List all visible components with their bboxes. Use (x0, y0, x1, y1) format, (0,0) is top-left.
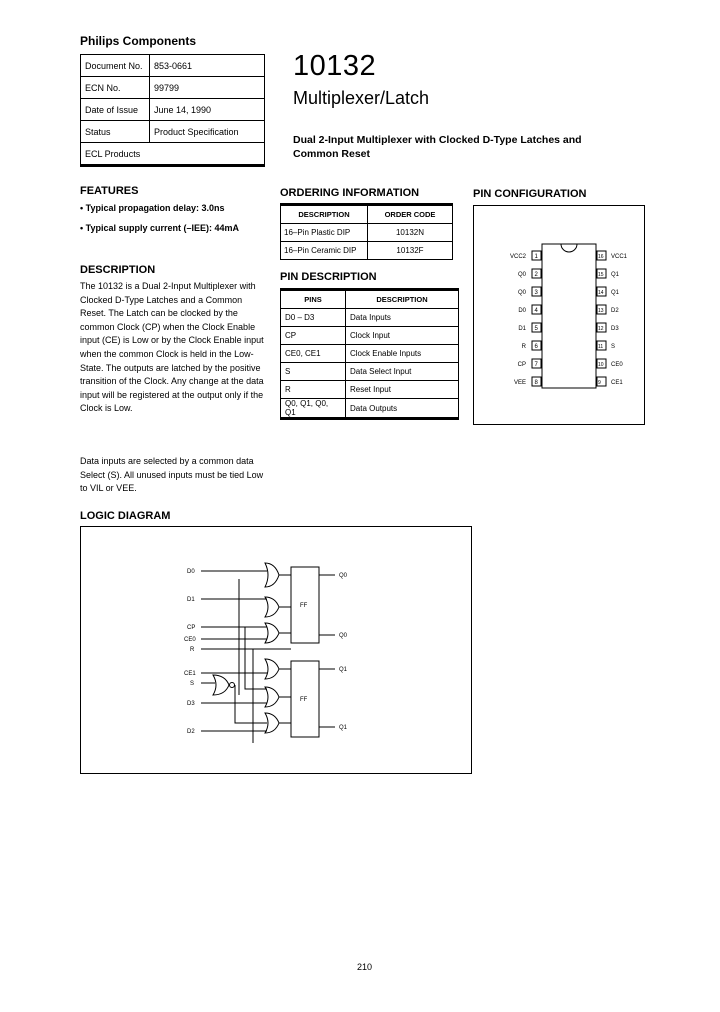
feature-item: • Typical supply current (–IEE): 44mA (80, 223, 240, 233)
table-row: 16–Pin Ceramic DIP 10132F (281, 242, 453, 260)
pin-name-right: CE0 (611, 362, 623, 368)
pin-number-right: 13 (598, 308, 604, 314)
description-heading: DESCRIPTION (80, 264, 156, 276)
pin-number-left: 1 (534, 254, 538, 260)
pin-name-left: CP (517, 362, 526, 368)
pin-name-left: D0 (518, 308, 526, 314)
ff-label-upper: FF (300, 603, 308, 609)
pin-name-right: D2 (611, 308, 619, 314)
table-row: CE0, CE1 Clock Enable Inputs (281, 345, 459, 363)
output-label: Q1 (339, 725, 348, 731)
table-row: CP Clock Input (281, 327, 459, 345)
page-number: 210 (357, 962, 373, 972)
pin-number-left: 6 (534, 344, 538, 350)
input-label: CE1 (184, 671, 196, 677)
pin-number-right: 15 (598, 272, 604, 278)
or-gate-1 (265, 563, 279, 587)
company-name: Philips Components (80, 34, 197, 48)
pin-number-left: 3 (534, 290, 538, 296)
pin-description-heading: PIN DESCRIPTION (280, 271, 377, 283)
pin-name-right: Q1 (611, 272, 620, 278)
pin-name-left: Q0 (517, 290, 526, 296)
table-row: Date of Issue June 14, 1990 (81, 99, 265, 121)
ordering-table (280, 203, 453, 260)
table-row: S Data Select Input (281, 363, 459, 381)
part-number: 10132 (293, 50, 377, 82)
input-label: D3 (187, 701, 195, 707)
input-label: CE0 (184, 637, 196, 643)
part-subtitle: Multiplexer/Latch (293, 88, 430, 108)
pin-name-left: VCC2 (509, 254, 526, 260)
pin-number-left: 2 (534, 272, 538, 278)
select-gate (213, 675, 229, 695)
input-label: D0 (187, 569, 195, 575)
pin-description-table (280, 288, 459, 420)
pin-number-right: 9 (598, 380, 601, 386)
output-label: Q0 (339, 573, 348, 579)
pin-number-left: 8 (534, 380, 538, 386)
table-row: Q0, Q1, Q0, Q1 Data Outputs (281, 399, 459, 419)
pin-number-left: 5 (534, 326, 538, 332)
ic-body (542, 244, 596, 388)
feature-item: • Typical propagation delay: 3.0ns (80, 203, 225, 213)
pin-number-left: 7 (534, 362, 538, 368)
pin-configuration-heading: PIN CONFIGURATION (473, 188, 587, 200)
description-paragraph-1: The 10132 is a Dual 2-Input Multiplexer with Clocked D-Type Latches and a Common Reset. The Latch can be clocked by the common Clock (CP) when the Clock Enable input (CE) is Low or by the Clock Enable input when the common Clock is held in the Low-State. The outputs are latched by the positive transition of the Clock. Any change at the data input will be registered at the output only if the Clock is Low. (80, 281, 264, 414)
table-row: R Reset Input (281, 381, 459, 399)
input-label: S (190, 681, 195, 687)
pin-name-right: Q1 (611, 290, 620, 296)
input-label: CP (187, 625, 196, 631)
ff-label-lower: FF (300, 697, 308, 703)
dip-package-svg (474, 206, 644, 424)
table-row: Status Product Specification (81, 121, 265, 143)
pin-number-right: 14 (598, 290, 604, 296)
pin-number-right: 11 (598, 344, 604, 350)
part-description-title: Dual 2-Input Multiplexer with Clocked D-Type Latches and Common Reset (293, 134, 582, 160)
description-paragraph-2: Data inputs are selected by a common data Select (S). All unused inputs must be tied Low to VIL or VEE. (80, 456, 264, 494)
ordering-heading: ORDERING INFORMATION (280, 187, 420, 199)
document-info-table (80, 54, 265, 167)
pin-number-right: 10 (598, 362, 604, 368)
input-label: D1 (187, 597, 195, 603)
pin-name-right: CE1 (611, 380, 623, 386)
table-header-row: DESCRIPTION ORDER CODE (281, 205, 453, 224)
pin-name-right: S (611, 344, 616, 350)
input-label: D2 (187, 729, 195, 735)
logic-diagram-heading: LOGIC DIAGRAM (80, 510, 171, 522)
wire-cp-bus (245, 627, 267, 689)
wire-sel-bus (235, 685, 267, 723)
output-label: Q0 (339, 633, 348, 639)
input-label: R (190, 647, 195, 653)
logic-diagram (80, 526, 472, 774)
pin-number-right: 16 (598, 254, 604, 260)
select-gate-bubble (230, 683, 235, 688)
table-row: Document No. 853-0661 (81, 55, 265, 77)
or-gate-2 (265, 597, 279, 617)
pin-configuration-figure (473, 205, 645, 425)
table-row: ECL Products (81, 143, 265, 166)
output-label: Q1 (339, 667, 348, 673)
or-gate-5 (265, 687, 279, 707)
table-header-row: PINS DESCRIPTION (281, 290, 459, 309)
table-row: 16–Pin Plastic DIP 10132N (281, 224, 453, 242)
or-gate-4 (265, 659, 279, 679)
pin-name-left: VEE (513, 380, 526, 386)
pin-name-right: VCC1 (611, 254, 628, 260)
ic-notch (561, 244, 577, 252)
pin-name-left: D1 (518, 326, 526, 332)
logic-diagram-svg (81, 527, 471, 773)
pin-number-right: 12 (598, 326, 604, 332)
pin-name-left: Q0 (517, 272, 526, 278)
or-gate-6 (265, 713, 279, 733)
table-row: ECN No. 99799 (81, 77, 265, 99)
pin-number-left: 4 (534, 308, 538, 314)
pin-name-right: D3 (611, 326, 619, 332)
features-heading: FEATURES (80, 185, 139, 197)
pin-name-left: R (521, 344, 526, 350)
or-gate-3 (265, 623, 279, 643)
table-row: D0 – D3 Data Inputs (281, 309, 459, 327)
